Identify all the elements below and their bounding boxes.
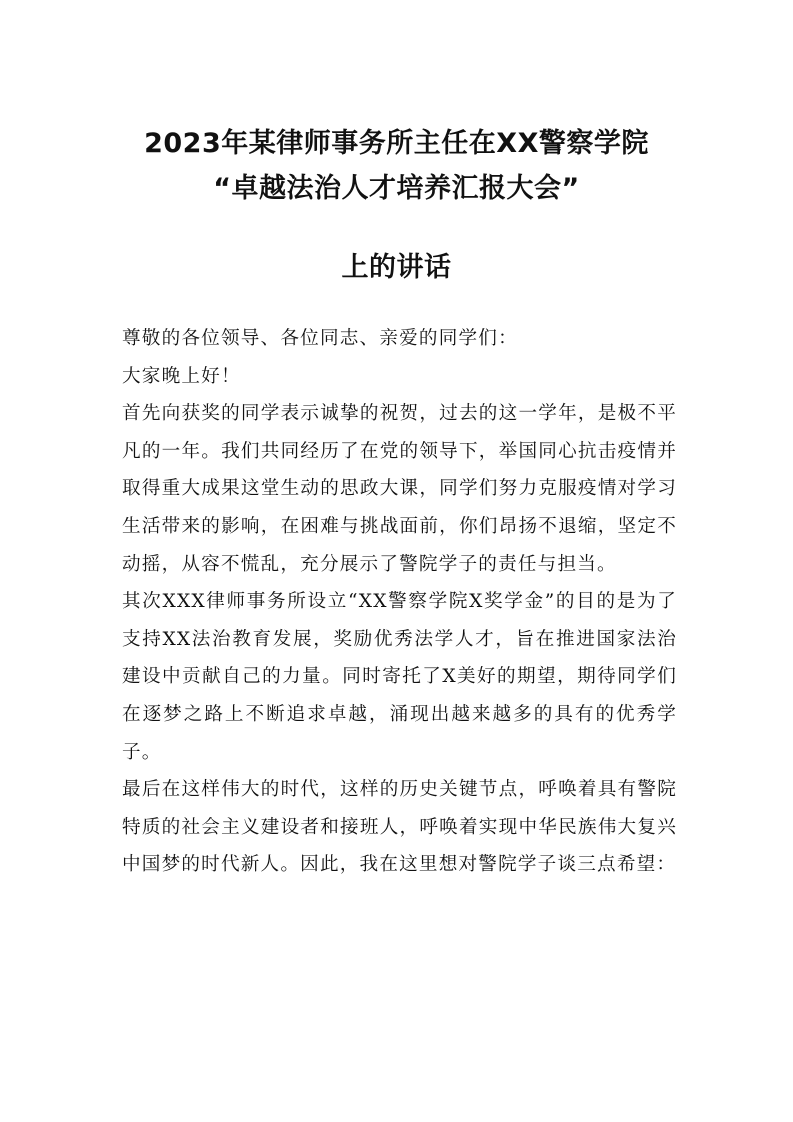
body-paragraph-scholarship: 其次XXX律师事务所设立“XX警察学院X奖学金”的目的是为了支持XX法治教育发展，奖励优秀法学人才，旨在推进国家法治建设中贡献自己的力量。同时寄托了X美好的期望，期待同学们在逐梦之路上不断追求卓越，涌现出越来越多的具有的优秀学子。 (122, 591, 677, 763)
body-paragraph-hopes: 最后在这样伟大的时代，这样的历史关键节点，呼唤着具有警院特质的社会主义建设者和接班人，呼唤着实现中华民族伟大复兴中国梦的时代新人。因此，我在这里想对警院学子谈三点希望： (122, 779, 677, 876)
document-title-line-3: 上的讲话 (341, 252, 452, 283)
salutation-paragraph: 尊敬的各位领导、各位同志、亲爱的同学们： (122, 328, 518, 349)
body-paragraph-congratulations: 首先向获奖的同学表示诚挚的祝贺，过去的这一学年，是极不平凡的一年。我们共同经历了在党的领导下，举国同心抗击疫情并取得重大成果这堂生动的思政大课，同学们努力克服疫情对学习生活带来的影响，在困难与挑战面前，你们昂扬不退缩，坚定不动摇，从容不慌乱，充分展示了警院学子的责任与担当。 (122, 403, 677, 575)
greeting-paragraph: 大家晚上好！ (122, 365, 241, 387)
document-body (122, 320, 677, 884)
document-title-line-2: “卓越法治人才培养汇报大会” (213, 173, 580, 204)
document-title-line-1: 2023年某律师事务所主任在XX警察学院 (144, 128, 649, 159)
